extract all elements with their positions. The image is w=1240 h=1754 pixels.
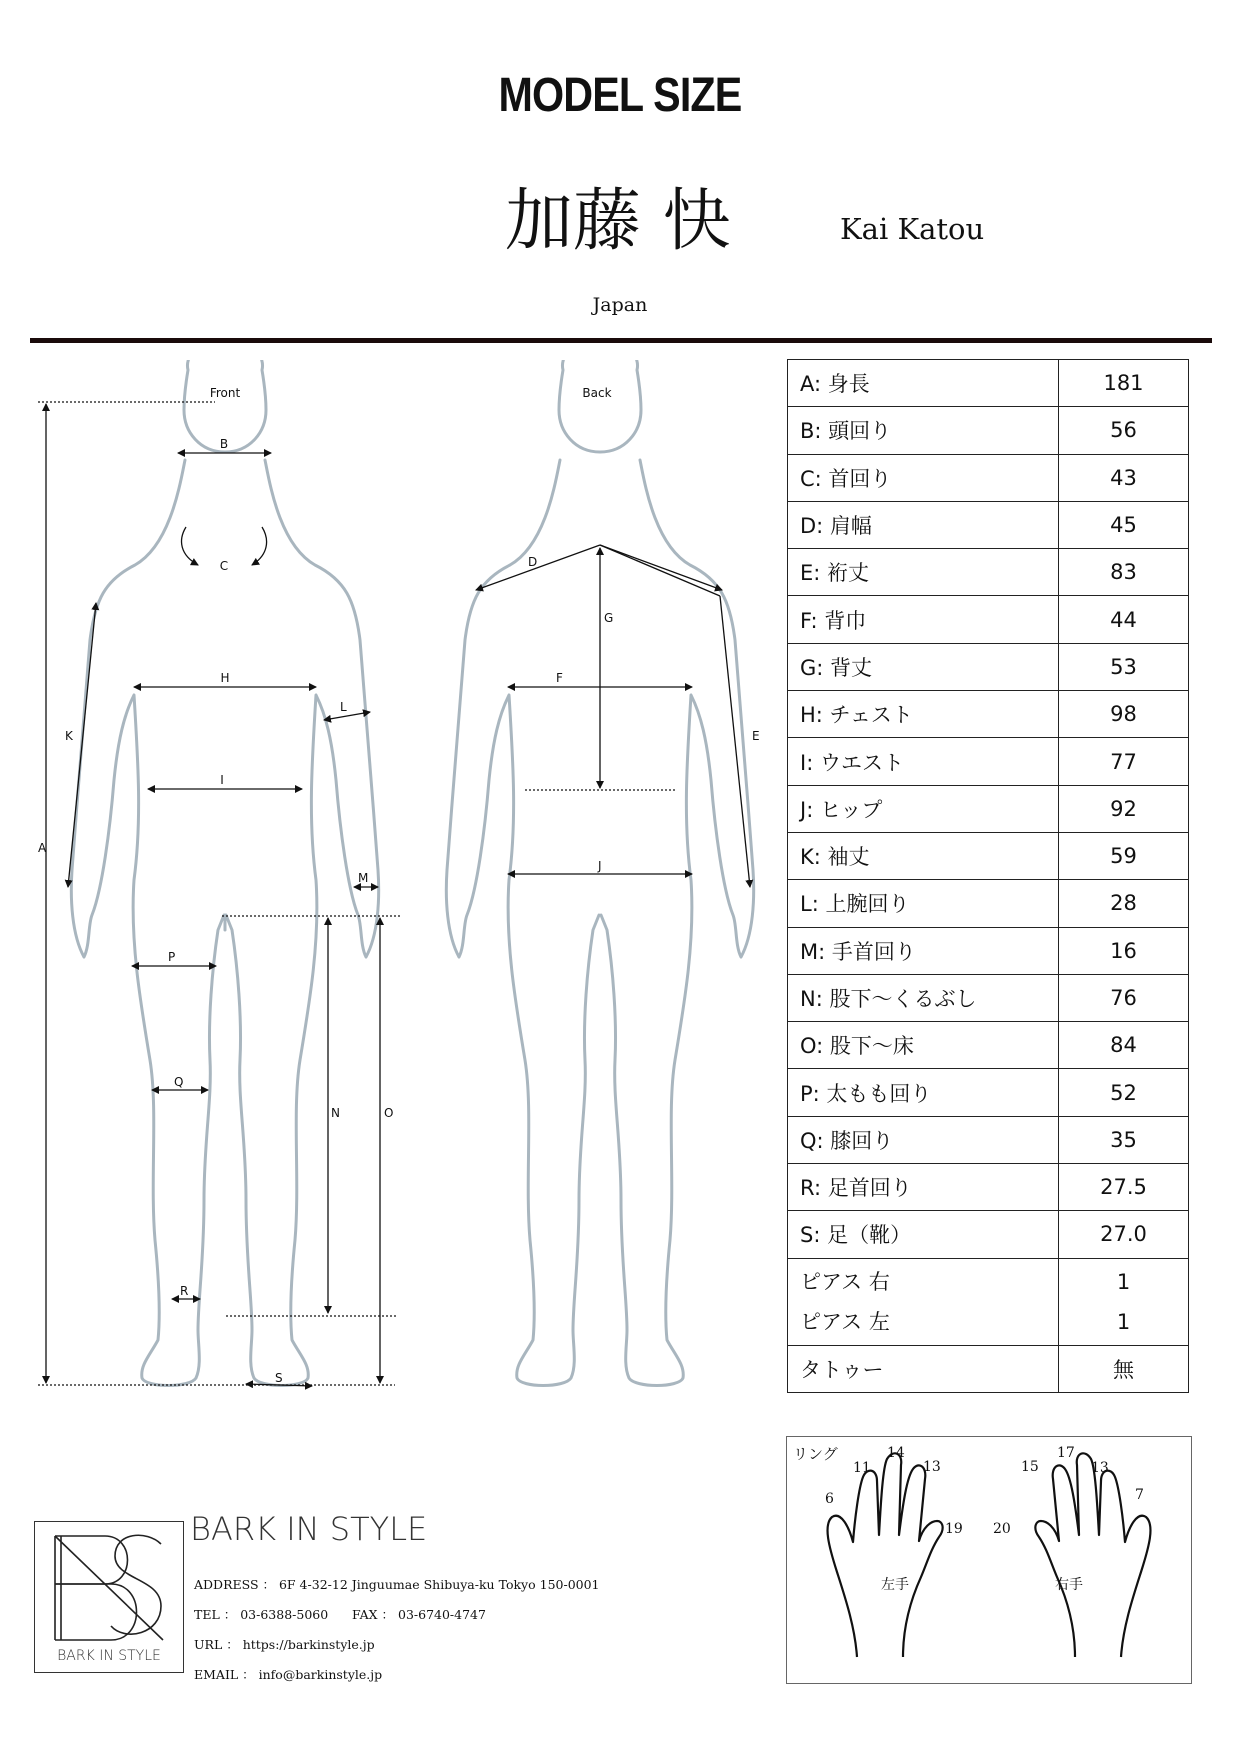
measure-letter-d: D (528, 555, 538, 569)
ring-size-left-thumb: 19 (945, 1521, 963, 1537)
measurement-label: H: チェスト (788, 691, 1059, 738)
measurement-row (788, 643, 1189, 690)
ring-size-panel (786, 1436, 1192, 1684)
measurement-label: K: 袖丈 (788, 832, 1059, 879)
measurement-label: D: 肩幅 (788, 501, 1059, 548)
header-divider (30, 338, 1212, 343)
measurement-label: P: 太もも回り (788, 1069, 1059, 1116)
measure-letter-h: H (220, 671, 230, 685)
piercing-right-label: ピアス 右 (800, 1269, 890, 1294)
measure-letter-r: R (180, 1284, 189, 1298)
measure-letter-i: I (220, 773, 224, 787)
back-body-outline (559, 360, 641, 452)
measurement-label: C: 首回り (788, 454, 1059, 501)
measurement-label: I: ウエスト (788, 738, 1059, 785)
measure-letter-g: G (604, 611, 614, 625)
measure-letter-a: A (38, 841, 47, 855)
measurement-row (788, 549, 1189, 596)
measurement-row (788, 1211, 1189, 1258)
measurement-value: 83 (1059, 549, 1189, 596)
measurement-row (788, 738, 1189, 785)
measurement-value: 27.0 (1059, 1211, 1189, 1258)
measure-letter-s: S (275, 1371, 283, 1385)
brand-address: ADDRESS ： 6F 4-32-12 Jinguumae Shibuya-ku Tokyo 150-0001 (194, 1577, 600, 1592)
piercing-left-label: ピアス 左 (800, 1309, 890, 1334)
measurement-label: L: 上腕回り (788, 880, 1059, 927)
ring-size-left-index: 13 (923, 1459, 941, 1475)
model-name-english: Kai Katou (840, 212, 985, 246)
measurement-value: 35 (1059, 1116, 1189, 1163)
measurement-label: N: 股下～くるぶし (788, 974, 1059, 1021)
piercing-labels (788, 1258, 1059, 1345)
measurement-row (788, 1022, 1189, 1069)
measurement-row (788, 501, 1189, 548)
piercing-values (1059, 1258, 1189, 1345)
measurement-row (788, 407, 1189, 454)
measurement-row (788, 1069, 1189, 1116)
measurement-label: M: 手首回り (788, 927, 1059, 974)
ring-size-left-middle: 14 (887, 1445, 905, 1461)
measurement-row (788, 1116, 1189, 1163)
measurement-row (788, 1164, 1189, 1211)
measurement-row (788, 691, 1189, 738)
measurement-value: 43 (1059, 454, 1189, 501)
ring-size-right-index: 15 (1021, 1459, 1039, 1475)
tattoo-row (788, 1345, 1189, 1392)
piercing-right-value: 1 (1116, 1269, 1131, 1294)
back-label: Back (582, 386, 612, 400)
ring-size-right-middle: 17 (1057, 1445, 1075, 1461)
measurement-row (788, 785, 1189, 832)
measurement-row (788, 454, 1189, 501)
ring-size-right-ring: 13 (1091, 1460, 1109, 1476)
measurement-label: G: 背丈 (788, 643, 1059, 690)
measurement-row (788, 927, 1189, 974)
measurement-label: J: ヒップ (788, 785, 1059, 832)
ring-size-left-ring: 11 (853, 1460, 871, 1476)
body-measurement-diagram (0, 360, 780, 1400)
measurement-value: 181 (1059, 360, 1189, 407)
measure-letter-p: P (168, 950, 176, 964)
measurement-table (787, 359, 1189, 1393)
measure-letter-q: Q (174, 1075, 184, 1089)
measurement-row (788, 974, 1189, 1021)
measurement-value: 92 (1059, 785, 1189, 832)
brand-email[interactable]: EMAIL ： info@barkinstyle.jp (194, 1667, 383, 1682)
measurement-value: 16 (1059, 927, 1189, 974)
right-hand-outline (1035, 1453, 1150, 1657)
measurement-value: 98 (1059, 691, 1189, 738)
measure-letter-j: J (598, 859, 602, 873)
tattoo-value: 無 (1059, 1345, 1189, 1392)
left-hand-label: 左手 (881, 1577, 909, 1593)
measurement-label: S: 足（靴） (788, 1211, 1059, 1258)
measurement-label: F: 背巾 (788, 596, 1059, 643)
measure-letter-c: C (219, 559, 229, 573)
measure-letter-f: F (556, 671, 563, 685)
measurement-row (788, 880, 1189, 927)
right-hand-label: 右手 (1055, 1577, 1083, 1593)
measurement-label: O: 股下～床 (788, 1022, 1059, 1069)
measurement-label: Q: 膝回り (788, 1116, 1059, 1163)
measurement-value: 44 (1059, 596, 1189, 643)
measure-letter-o: O (384, 1106, 394, 1120)
brand-logo (34, 1521, 184, 1673)
measurement-value: 53 (1059, 643, 1189, 690)
measure-letter-m: M (358, 871, 369, 885)
model-name-japanese: 加藤 快 (505, 182, 731, 261)
measure-letter-e: E (752, 729, 760, 743)
measure-letter-k: K (65, 729, 73, 743)
measure-letter-b: B (219, 437, 229, 451)
ring-size-right-pinky: 7 (1135, 1487, 1144, 1503)
measurement-value: 27.5 (1059, 1164, 1189, 1211)
measurement-value: 84 (1059, 1022, 1189, 1069)
measurement-label: A: 身長 (788, 360, 1059, 407)
measurement-row (788, 596, 1189, 643)
logo-mark (35, 1522, 183, 1672)
measurement-value: 56 (1059, 407, 1189, 454)
page-title: MODEL SIZE (498, 69, 742, 122)
measurement-value: 76 (1059, 974, 1189, 1021)
piercing-left-value: 1 (1116, 1309, 1131, 1334)
model-country: Japan (592, 294, 648, 316)
measurement-value: 59 (1059, 832, 1189, 879)
left-hand-outline (828, 1453, 943, 1657)
logo-caption: BARK IN STYLE (57, 1648, 161, 1664)
measurement-label: B: 頭回り (788, 407, 1059, 454)
ring-label: リング (793, 1445, 838, 1463)
measurement-row (788, 832, 1189, 879)
ring-size-left-pinky: 6 (825, 1491, 834, 1507)
measurement-value: 52 (1059, 1069, 1189, 1116)
measurement-label: E: 裄丈 (788, 549, 1059, 596)
tattoo-label: タトゥー (788, 1345, 1059, 1392)
measurement-value: 45 (1059, 501, 1189, 548)
measurement-value: 28 (1059, 880, 1189, 927)
hands-diagram (787, 1437, 1191, 1683)
brand-url[interactable]: URL ： https://barkinstyle.jp (194, 1637, 375, 1652)
front-label: Front (209, 386, 241, 400)
piercing-row (788, 1258, 1189, 1345)
ring-size-right-thumb: 20 (993, 1521, 1011, 1537)
measure-letter-l: L (340, 700, 347, 714)
measurement-row (788, 360, 1189, 407)
measurement-label: R: 足首回り (788, 1164, 1059, 1211)
brand-name: BARK IN STYLE (190, 1510, 428, 1548)
brand-tel-fax: TEL ： 03-6388-5060 FAX ： 03-6740-4747 (194, 1607, 486, 1622)
measure-letter-n: N (331, 1106, 340, 1120)
measurement-value: 77 (1059, 738, 1189, 785)
